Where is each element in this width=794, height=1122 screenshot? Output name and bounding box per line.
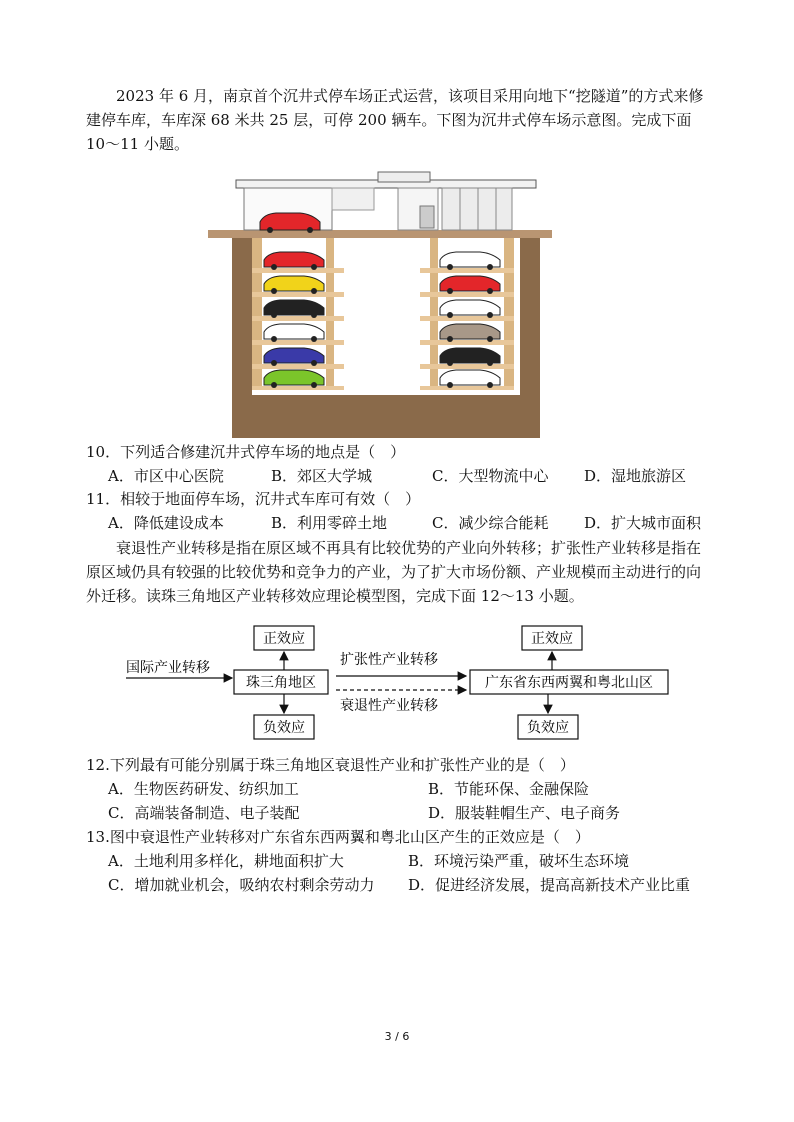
parked-car-left-1	[264, 252, 324, 270]
parked-car-right-5	[440, 348, 500, 366]
q12-option-d[interactable]: D．服装鞋帽生产、电子商务	[428, 804, 621, 822]
parked-car-right-2	[440, 276, 500, 294]
q11-options	[108, 512, 708, 534]
q11-option-c[interactable]: C．减少综合能耗	[432, 514, 549, 532]
q13-option-b[interactable]: B．环境污染严重，破坏生态环境	[408, 852, 630, 870]
q11-option-d[interactable]: D．扩大城市面积	[584, 514, 702, 532]
q10-stem: 10．下列适合修建沉井式停车场的地点是（ ）	[86, 443, 406, 461]
parked-car-right-6	[440, 370, 500, 388]
intro-paragraph-industry: 衰退性产业转移是指在原区域不再具有比较优势的产业向外转移；扩张性产业转移是指在原区域仍具有较强的比较优势和竞争力的产业，为了扩大市场份额、产业规模而主动进行的向外迁移。读珠三角地区产业转移效应理论模型图，完成下面 12～13 小题。	[86, 539, 702, 605]
q12-options-row1	[108, 778, 708, 800]
label-positive-effect-left: 正效应	[263, 631, 305, 647]
page-number: 3 / 6	[384, 1030, 410, 1043]
industry-transfer-diagram	[122, 620, 682, 750]
label-expansion-transfer: 扩张性产业转移	[340, 652, 438, 668]
q13-option-a[interactable]: A．土地利用多样化，耕地面积扩大	[108, 852, 344, 870]
parked-car-right-4	[440, 324, 500, 342]
q13-option-d[interactable]: D．促进经济发展，提高高新技术产业比重	[408, 876, 691, 894]
vent-grille	[420, 206, 434, 228]
parked-car-right-1	[440, 252, 500, 270]
entrance-car	[260, 213, 320, 233]
label-negative-effect-right: 负效应	[527, 720, 569, 736]
q11-option-b[interactable]: B．利用零碎土地	[271, 514, 388, 532]
q12-stem: 12.下列最有可能分别属于珠三角地区衰退性产业和扩张性产业的是（ ）	[86, 756, 575, 774]
parked-car-left-4	[264, 324, 324, 342]
canopy	[332, 188, 374, 210]
label-target-region: 广东省东西两翼和粤北山区	[485, 675, 653, 691]
q11-stem: 11．相较于地面停车场，沉井式车库可有效（ ）	[86, 490, 421, 508]
label-negative-effect-left: 负效应	[263, 720, 305, 736]
q12-option-c[interactable]: C．高端装备制造、电子装配	[108, 804, 300, 822]
roof-chimney	[378, 172, 430, 182]
q13-options-row1	[108, 850, 708, 872]
parked-car-right-3	[440, 300, 500, 318]
q13-options-row2	[108, 874, 708, 896]
q13-option-c[interactable]: C．增加就业机会，吸纳农村剩余劳动力	[108, 876, 375, 894]
shaft-center	[354, 238, 414, 388]
q13-stem: 13.图中衰退性产业转移对广东省东西两翼和粤北山区产生的正效应是（ ）	[86, 828, 590, 846]
right-entrance	[442, 188, 512, 230]
label-decline-transfer: 衰退性产业转移	[340, 698, 438, 714]
parked-car-left-5	[264, 348, 324, 366]
ground-surface	[208, 230, 552, 238]
q10-options	[108, 465, 708, 487]
q10-option-a[interactable]: A．市区中心医院	[108, 467, 224, 485]
parking-illustration	[208, 170, 552, 440]
q12-option-a[interactable]: A．生物医药研发、纺织加工	[108, 780, 299, 798]
label-prd: 珠三角地区	[246, 675, 316, 691]
q12-options-row2	[108, 802, 708, 824]
label-international-transfer: 国际产业转移	[126, 660, 210, 676]
q10-option-c[interactable]: C．大型物流中心	[432, 467, 549, 485]
q12-option-b[interactable]: B．节能环保、金融保险	[428, 780, 590, 798]
q10-option-b[interactable]: B．郊区大学城	[271, 467, 373, 485]
parked-car-left-6	[264, 370, 324, 388]
label-positive-effect-right: 正效应	[531, 631, 573, 647]
parked-car-left-2	[264, 276, 324, 294]
parked-car-left-3	[264, 300, 324, 318]
q11-option-a[interactable]: A．降低建设成本	[108, 514, 224, 532]
q10-option-d[interactable]: D．湿地旅游区	[584, 467, 687, 485]
intro-paragraph-parking: 2023 年 6 月，南京首个沉井式停车场正式运营，该项目采用向地下“挖隧道”的方式来修建停车库，车库深 68 米共 25 层，可停 200 辆车。下图为沉井式停车场示意图。完成下面 10～11 小题。	[86, 87, 704, 153]
shaft-floor	[232, 395, 540, 438]
